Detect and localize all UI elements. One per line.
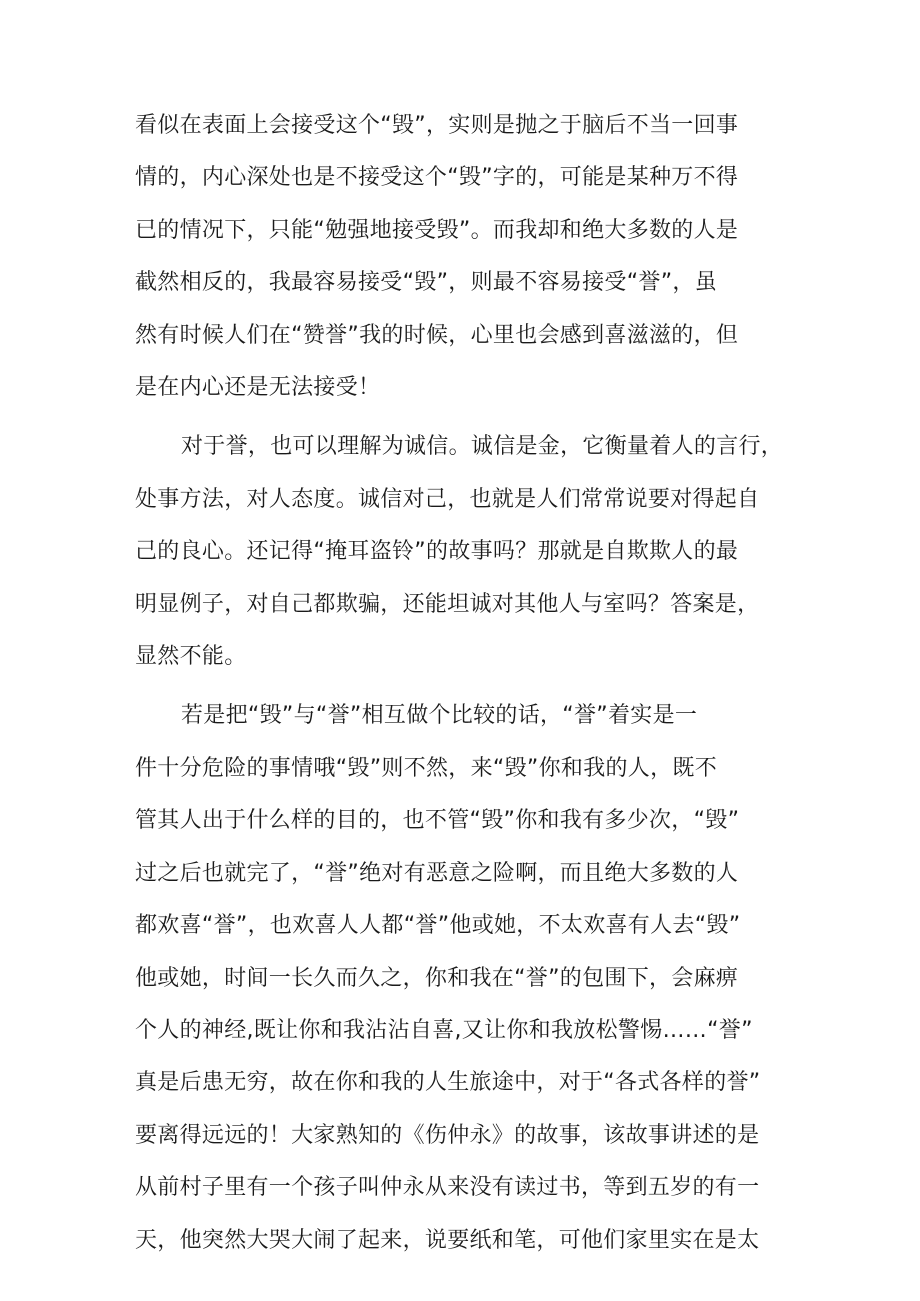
document-body [135,100,795,1267]
text-line: 截然相反的，我最容易接受“毁”，则最不容易接受“誉”，虽 [135,270,717,296]
text-line: 要离得远远的！大家熟知的《伤仲永》的故事，该故事讲述的是 [135,1122,760,1148]
text-line: 个人的神经,既让你和我沾沾自喜,又让你和我放松警惕……“誉” [135,1017,753,1043]
text-line: 真是后患无穷，故在你和我的人生旅途中，对于“各式各样的誉” [135,1070,761,1096]
text-line: 天，他突然大哭大闹了起来，说要纸和笔，可他们家里实在是太 [135,1227,760,1253]
text-line: 已的情况下，只能“勉强地接受毁”。而我却和绝大多数的人是 [135,217,739,243]
text-line: 情的，内心深处也是不接受这个“毁”字的，可能是某种万不得 [135,165,739,191]
text-line: 处事方法，对人态度。诚信对己，也就是人们常常说要对得起自 [135,486,760,512]
text-line: 从前村子里有一个孩子叫仲永从来没有读过书，等到五岁的有一 [135,1175,760,1201]
text-line: 对于誉，也可以理解为诚信。诚信是金，它衡量着人的言行， [181,434,784,460]
text-line: 看似在表面上会接受这个“毁”，实则是抛之于脑后不当一回事 [135,113,739,138]
text-line: 是在内心还是无法接受！ [135,375,381,401]
text-line: 若是把“毁”与“誉”相互做个比较的话，“誉”着实是一 [181,703,698,729]
text-line: 他或她，时间一长久而久之，你和我在“誉”的包围下，会麻痹 [135,965,739,991]
paragraph-1 [135,100,795,414]
text-line: 过之后也就完了，“誉”绝对有恶意之险啊，而且绝大多数的人 [135,860,739,886]
paragraph-2 [135,421,795,683]
text-line: 管其人出于什么样的目的，也不管“毁”你和我有多少次，“毁” [135,808,740,834]
paragraph-3 [135,690,795,1266]
text-line: 然有时候人们在“赞誉”我的时候，心里也会感到喜滋滋的，但 [135,322,739,348]
text-line: 明显例子，对自己都欺骗，还能坦诚对其他人与室吗？答案是， [135,591,760,617]
text-line: 己的良心。还记得“掩耳盗铃”的故事吗？那就是自欺欺人的最 [135,539,739,565]
text-line: 件十分危险的事情哦“毁”则不然，来“毁”你和我的人，既不 [135,755,717,781]
text-line: 都欢喜“誉”，也欢喜人人都“誉”他或她，不太欢喜有人去“毁” [135,913,741,939]
text-line: 显然不能。 [135,644,247,670]
